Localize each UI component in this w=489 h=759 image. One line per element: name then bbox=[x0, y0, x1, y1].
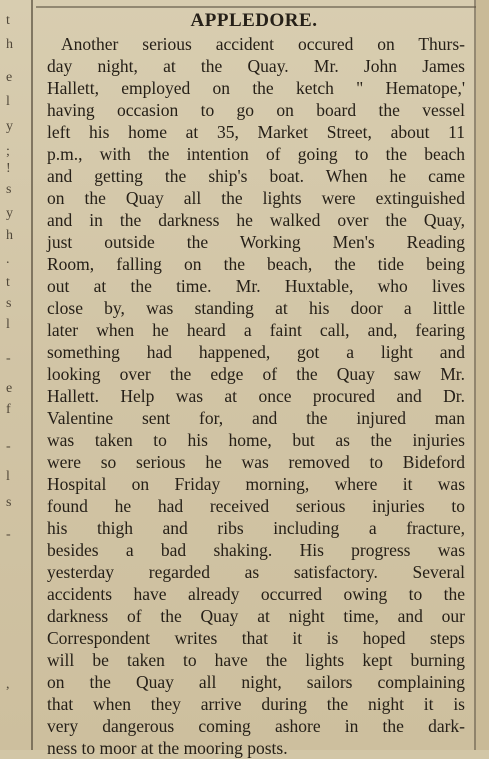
article-line: and getting the ship's boat. When he came bbox=[47, 166, 465, 186]
left-margin-column-fragments bbox=[0, 0, 22, 750]
article-line: having occasion to go on board the vessel bbox=[47, 100, 465, 120]
article-line: p.m., with the intention of going to the beach bbox=[47, 144, 465, 164]
article-line: out at the time. Mr. Huxtable, who lives bbox=[47, 276, 465, 296]
margin-fragment: ; bbox=[6, 144, 10, 159]
margin-fragment: s bbox=[6, 296, 12, 311]
article-line: on the Quay all the lights were extinguished bbox=[47, 188, 465, 208]
margin-fragment: e bbox=[6, 70, 13, 85]
article-line: darkness of the Quay at night time, and our bbox=[47, 606, 465, 626]
margin-fragment: y bbox=[6, 206, 13, 221]
article-line: just outside the Working Men's Reading bbox=[47, 232, 465, 252]
margin-fragment: f bbox=[6, 402, 11, 417]
top-rule bbox=[36, 6, 489, 8]
margin-fragment: - bbox=[6, 351, 11, 366]
article-line: Correspondent writes that it is hoped steps bbox=[47, 628, 465, 648]
article-line: besides a bad shaking. His progress was bbox=[47, 540, 465, 560]
article-line: on the Quay all night, sailors complaining bbox=[47, 672, 465, 692]
margin-fragment: h bbox=[6, 37, 13, 52]
article-line: his thigh and ribs including a fracture, bbox=[47, 518, 465, 538]
article-line: Room, falling on the beach, the tide being bbox=[47, 254, 465, 274]
margin-fragment: s bbox=[6, 495, 12, 510]
margin-fragment: l bbox=[6, 469, 10, 484]
article-line: later when he heard a faint call, and, fearing bbox=[47, 320, 465, 340]
margin-fragment: e bbox=[6, 381, 13, 396]
article-line: Valentine sent for, and the injured man bbox=[47, 408, 465, 428]
margin-fragment: t bbox=[6, 13, 10, 28]
article-line: very dangerous coming ashore in the dark- bbox=[47, 716, 465, 736]
article-heading: APPLEDORE. bbox=[190, 10, 318, 31]
article-line: day night, at the Quay. Mr. John James bbox=[47, 56, 465, 76]
margin-fragment: . bbox=[6, 252, 10, 267]
article-line: accidents have already occurred owing to the bbox=[47, 584, 465, 604]
article-line: Another serious accident occured on Thurs- bbox=[61, 34, 465, 54]
article-line: were so serious he was removed to Bideford bbox=[47, 452, 465, 472]
margin-fragment: s bbox=[6, 182, 12, 197]
article-line: found he had received serious injuries to bbox=[47, 496, 465, 516]
margin-fragment: l bbox=[6, 317, 10, 332]
article-line: that when they arrive during the night it is bbox=[47, 694, 465, 714]
article-line: ness to moor at the mooring posts. bbox=[47, 738, 288, 758]
margin-fragment: - bbox=[6, 439, 11, 454]
article-line: and in the darkness he walked over the Quay, bbox=[47, 210, 465, 230]
article-line: yesterday regarded as satisfactory. Several bbox=[47, 562, 465, 582]
article-line: looking over the edge of the Quay saw Mr. bbox=[47, 364, 465, 384]
page-right-edge bbox=[476, 0, 489, 750]
article-line: Hallett, employed on the ketch " Hematope,' bbox=[47, 78, 465, 98]
article-line: was taken to his home, but as the injuries bbox=[47, 430, 465, 450]
margin-fragment: t bbox=[6, 275, 10, 290]
margin-fragment: h bbox=[6, 228, 13, 243]
article-line: left his home at 35, Market Street, about 11 bbox=[47, 122, 465, 142]
article-body bbox=[47, 33, 465, 759]
margin-fragment: - bbox=[6, 527, 11, 542]
article-line: Hospital on Friday morning, where it was bbox=[47, 474, 465, 494]
article-line: Hallett. Help was at once procured and Dr. bbox=[47, 386, 465, 406]
margin-fragment: y bbox=[6, 119, 13, 134]
column-rule-left bbox=[31, 0, 33, 750]
article-line: something had happened, got a light and bbox=[47, 342, 465, 362]
margin-fragment: ! bbox=[6, 161, 11, 176]
article-line: will be taken to have the lights kept burning bbox=[47, 650, 465, 670]
article-line: close by, was standing at his door a little bbox=[47, 298, 465, 318]
margin-fragment: l bbox=[6, 94, 10, 109]
margin-fragment: , bbox=[6, 677, 10, 692]
